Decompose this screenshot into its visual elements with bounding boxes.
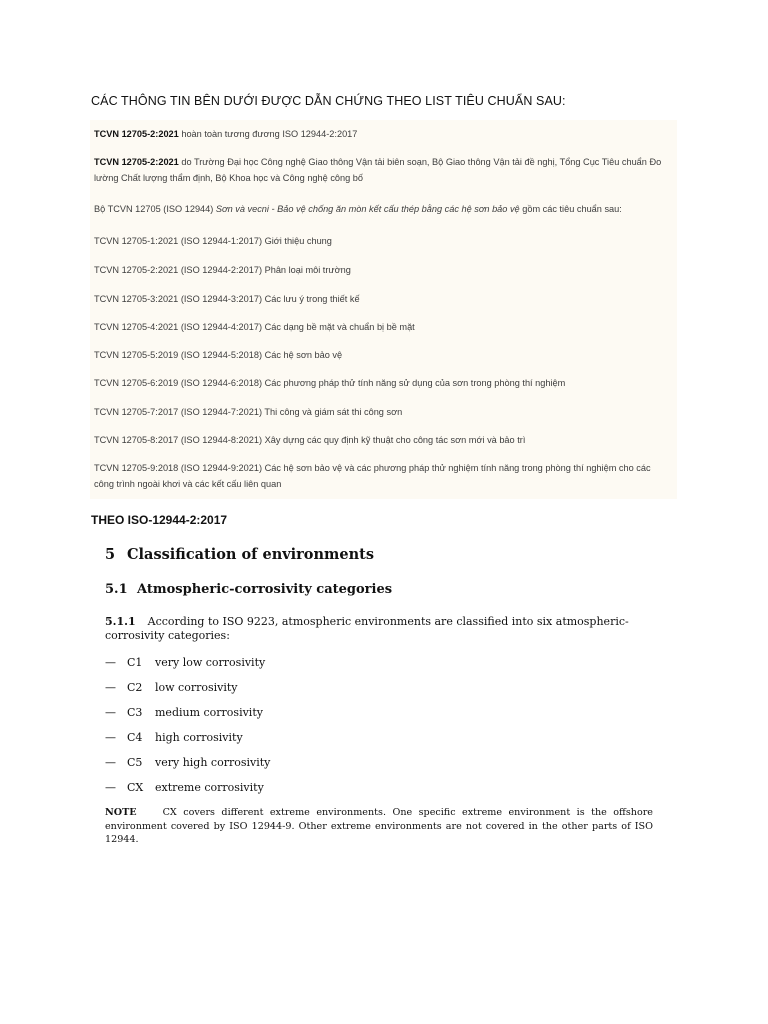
authorship-text: do Trường Đại học Công nghệ Giao thông Vận tải biên soạn, Bộ Giao thông Vận tải đề nghị, Tổng Cục Tiêu chuẩn Đo lường Chất lượng thẩm định, Bộ Khoa học và Công nghệ công bố (94, 157, 662, 183)
note-label: NOTE (105, 807, 137, 818)
subsection-title: Atmospheric-corrosivity categories (137, 582, 393, 597)
equivalence-text: hoàn toàn tương đương ISO 12944-2:2017 (178, 129, 358, 139)
part-item: TCVN 12705-1:2021 (ISO 12944-1:2017) Giới thiệu chung (94, 236, 332, 246)
category-code: C3 (127, 706, 143, 719)
list-dash: — (105, 731, 116, 744)
series-intro (94, 202, 622, 217)
list-dash: — (105, 656, 116, 669)
subsection-number: 5.1 (105, 582, 128, 597)
page-heading: CÁC THÔNG TIN BÊN DƯỚI ĐƯỢC DẪN CHỨNG THEO LIST TIÊU CHUẨN SAU: (91, 94, 566, 108)
list-dash: — (105, 756, 116, 769)
category-label: low corrosivity (155, 681, 238, 694)
series-title: Sơn và vecni - Bảo vệ chống ăn mòn kết cấu thép bằng các hệ sơn bảo vệ (215, 204, 520, 214)
clause-text: According to ISO 9223, atmospheric environments are classified into six atmospheric-corrosivity categories: (105, 615, 629, 642)
note-text: CX covers different extreme environments. One specific extreme environment is the offshore environment covered by ISO 12944-9. Other extreme environments are not covered in the other parts of ISO 12944. (105, 807, 653, 845)
clause-number: 5.1.1 (105, 615, 136, 628)
category-code: C5 (127, 756, 143, 769)
category-code: C4 (127, 731, 143, 744)
part-item: TCVN 12705-4:2021 (ISO 12944-4:2017) Các dạng bề mặt và chuẩn bị bề mặt (94, 322, 415, 332)
series-suffix: gồm các tiêu chuẩn sau: (519, 204, 622, 214)
category-item (105, 706, 270, 731)
list-dash: — (105, 781, 116, 794)
clause-paragraph (105, 615, 653, 643)
part-item: TCVN 12705-6:2019 (ISO 12944-6:2018) Các phương pháp thử tính năng sử dụng của sơn trong phòng thí nghiệm (94, 378, 566, 388)
category-label: medium corrosivity (155, 706, 263, 719)
series-prefix: Bộ TCVN 12705 (ISO 12944) (94, 204, 216, 214)
category-item (105, 681, 270, 706)
category-code: C1 (127, 656, 143, 669)
category-label: very low corrosivity (155, 656, 266, 669)
category-item (105, 656, 270, 681)
standard-code: TCVN 12705-2:2021 (94, 157, 179, 167)
equivalence-line (94, 127, 357, 142)
section-heading (105, 546, 374, 563)
part-item: TCVN 12705-8:2017 (ISO 12944-8:2021) Xây dựng các quy định kỹ thuật cho công tác sơn mới và bảo trì (94, 435, 526, 445)
note-paragraph (105, 806, 653, 847)
standard-code: TCVN 12705-2:2021 (94, 129, 179, 139)
subsection-heading (105, 582, 392, 597)
category-label: very high corrosivity (155, 756, 271, 769)
category-item (105, 731, 270, 756)
corrosivity-category-list (105, 656, 270, 806)
category-label: high corrosivity (155, 731, 243, 744)
iso-heading: THEO ISO-12944-2:2017 (91, 513, 228, 527)
list-dash: — (105, 706, 116, 719)
part-item: TCVN 12705-7:2017 (ISO 12944-7:2021) Thi công và giám sát thi công sơn (94, 407, 403, 417)
part-item: TCVN 12705-5:2019 (ISO 12944-5:2018) Các hệ sơn bảo vệ (94, 350, 343, 360)
category-item (105, 781, 270, 806)
authorship-paragraph (94, 155, 666, 186)
category-item (105, 756, 270, 781)
list-dash: — (105, 681, 116, 694)
part-item: TCVN 12705-2:2021 (ISO 12944-2:2017) Phân loại môi trường (94, 265, 351, 275)
category-label: extreme corrosivity (155, 781, 264, 794)
section-title: Classification of environments (127, 546, 374, 563)
section-number: 5 (105, 546, 116, 563)
part-item: TCVN 12705-3:2021 (ISO 12944-3:2017) Các lưu ý trong thiết kế (94, 294, 360, 304)
category-code: CX (127, 781, 144, 794)
part-item: TCVN 12705-9:2018 (ISO 12944-9:2021) Các hệ sơn bảo vệ và các phương pháp thử nghiệm tính năng trong phòng thí nghiệm cho các công trình ngoài khơi và các kết cấu liên quan (94, 463, 651, 489)
category-code: C2 (127, 681, 143, 694)
standards-excerpt-box (90, 120, 677, 499)
